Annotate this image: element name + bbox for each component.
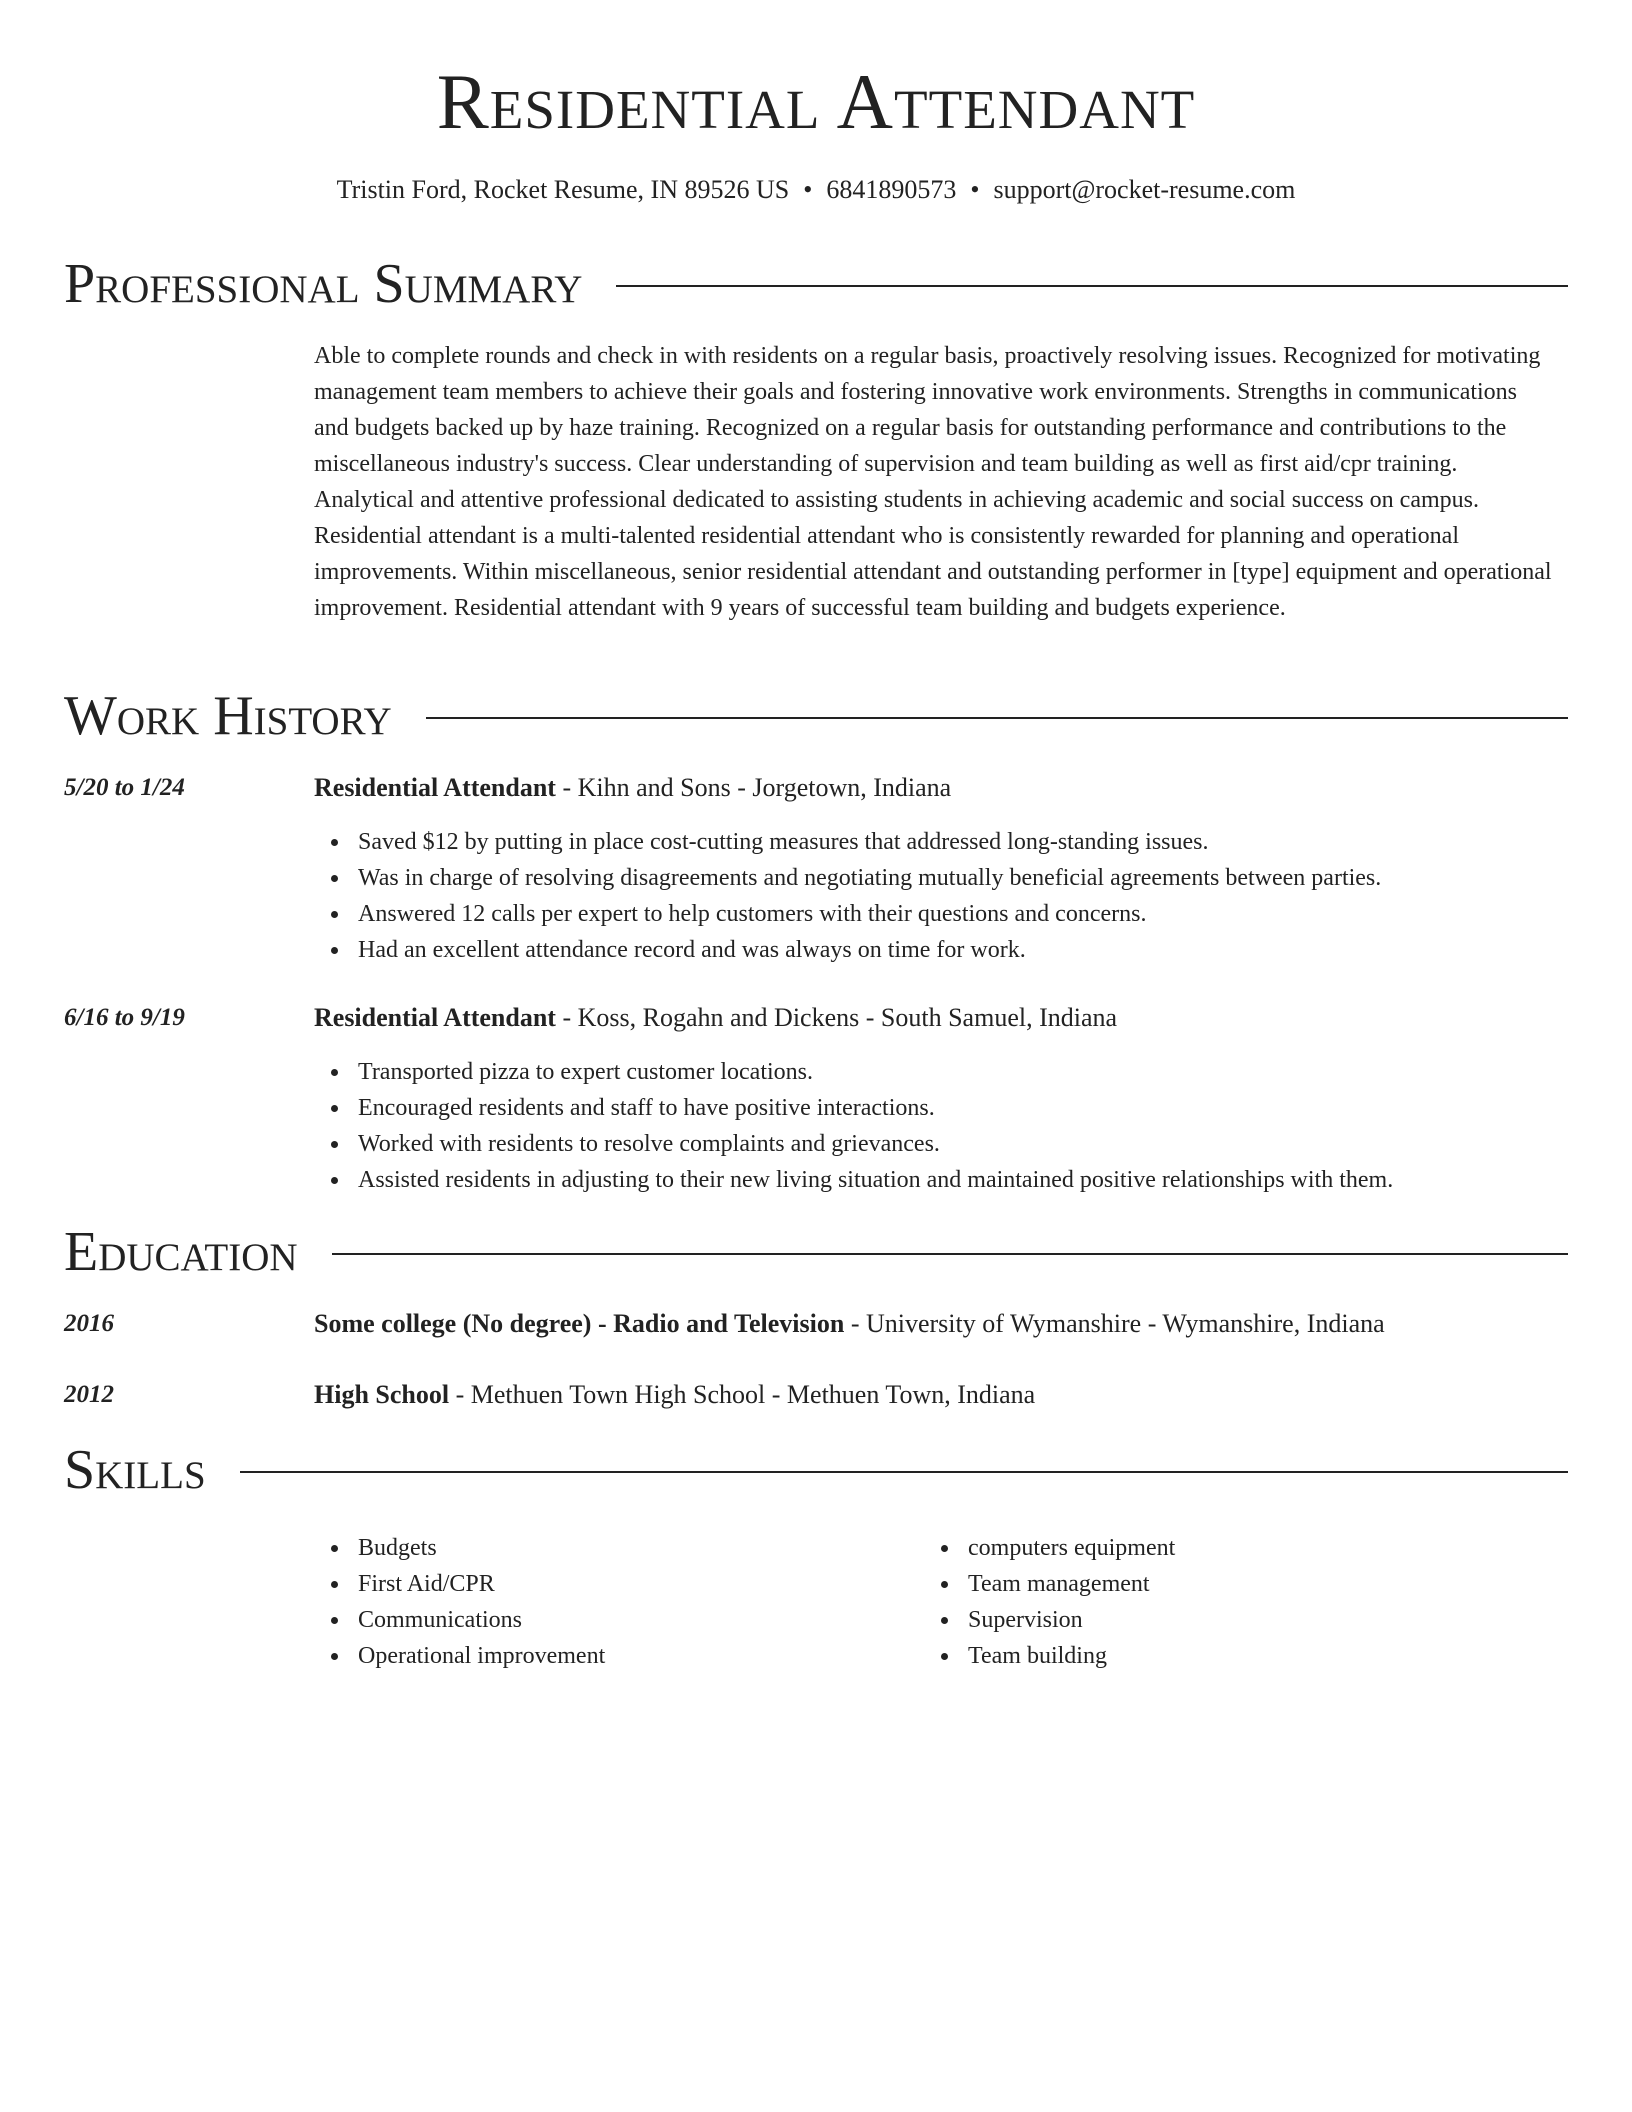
education-heading (314, 1377, 1035, 1413)
contact-line (0, 172, 1632, 208)
skill-item: Operational improvement (358, 1638, 605, 1674)
skills-list-right (924, 1530, 1175, 1674)
job-role: Residential Attendant (314, 1003, 556, 1032)
section-heading-summary (64, 248, 1568, 320)
job-dates: 5/20 to 1/24 (64, 774, 185, 801)
job-dates: 6/16 to 9/19 (64, 1004, 185, 1031)
skill-item: Budgets (358, 1530, 605, 1566)
education-year: 2012 (64, 1381, 114, 1408)
section-heading-education (64, 1216, 1568, 1288)
section-heading-work-history (64, 680, 1568, 752)
job-details: - Koss, Rogahn and Dickens - South Samuel, Indiana (555, 1003, 1118, 1032)
section-title: Work History (64, 685, 392, 747)
list-item: Assisted residents in adjusting to their new living situation and maintained positive relationships with them. (358, 1162, 1393, 1198)
section-title: Professional Summary (64, 253, 583, 315)
skill-item: Team management (968, 1566, 1175, 1602)
skill-item: First Aid/CPR (358, 1566, 605, 1602)
list-item: Answered 12 calls per expert to help customers with their questions and concerns. (358, 896, 1381, 932)
skill-item: Communications (358, 1602, 605, 1638)
contact-email: support@rocket-resume.com (993, 175, 1296, 204)
contact-phone: 6841890573 (826, 175, 957, 204)
section-divider (240, 1471, 1568, 1473)
section-divider (426, 717, 1568, 719)
section-title: Skills (64, 1439, 206, 1501)
list-item: Had an excellent attendance record and was always on time for work. (358, 932, 1381, 968)
summary-text: Able to complete rounds and check in with residents on a regular basis, proactively resolving issues. Recognized for motivating management team members to achieve their goals and fostering innovative work environments. Strengths in communications and budgets backed up by haze training. Recognized on a regular basis for outstanding performance and contributions to the miscellaneous industry's success. Clear understanding of supervision and team building as well as first aid/cpr training. Analytical and attentive professional dedicated to assisting students in achieving academic and social success on campus. Residential attendant is a multi-talented residential attendant who is consistently rewarded for planning and operational improvements. Within miscellaneous, senior residential attendant and outstanding performer in [type] equipment and operational improvement. Residential attendant with 9 years of successful team building and budgets experience. (314, 343, 1552, 621)
education-heading (314, 1306, 1385, 1342)
list-item: Saved $12 by putting in place cost-cutting measures that addressed long-standing issues. (358, 824, 1381, 860)
list-item: Worked with residents to resolve complaints and grievances. (358, 1126, 1393, 1162)
education-details: - Methuen Town High School - Methuen Town, Indiana (449, 1380, 1036, 1409)
section-divider (332, 1253, 1568, 1255)
skill-item: computers equipment (968, 1530, 1175, 1566)
skills-list-left (314, 1530, 605, 1674)
section-title: Education (64, 1221, 298, 1283)
skill-item: Supervision (968, 1602, 1175, 1638)
list-item: Was in charge of resolving disagreements and negotiating mutually beneficial agreements between parties. (358, 860, 1381, 896)
job-heading (314, 770, 951, 806)
section-heading-skills (64, 1434, 1568, 1506)
section-divider (616, 285, 1568, 287)
list-item: Transported pizza to expert customer locations. (358, 1054, 1393, 1090)
contact-separator: • (970, 175, 980, 204)
education-year: 2016 (64, 1310, 114, 1337)
job-details: - Kihn and Sons - Jorgetown, Indiana (555, 773, 952, 802)
job-bullets (314, 1054, 1393, 1198)
education-degree: High School (314, 1380, 450, 1409)
resume-name: Residential Attendant (436, 58, 1196, 145)
contact-address: Tristin Ford, Rocket Resume, IN 89526 US (336, 175, 790, 204)
skill-item: Team building (968, 1638, 1175, 1674)
job-role: Residential Attendant (314, 773, 556, 802)
job-heading (314, 1000, 1117, 1036)
contact-separator: • (803, 175, 813, 204)
job-bullets (314, 824, 1381, 968)
list-item: Encouraged residents and staff to have positive interactions. (358, 1090, 1393, 1126)
education-details: - University of Wymanshire - Wymanshire, Indiana (844, 1309, 1385, 1338)
education-degree: Some college (No degree) - Radio and Television (314, 1309, 845, 1338)
